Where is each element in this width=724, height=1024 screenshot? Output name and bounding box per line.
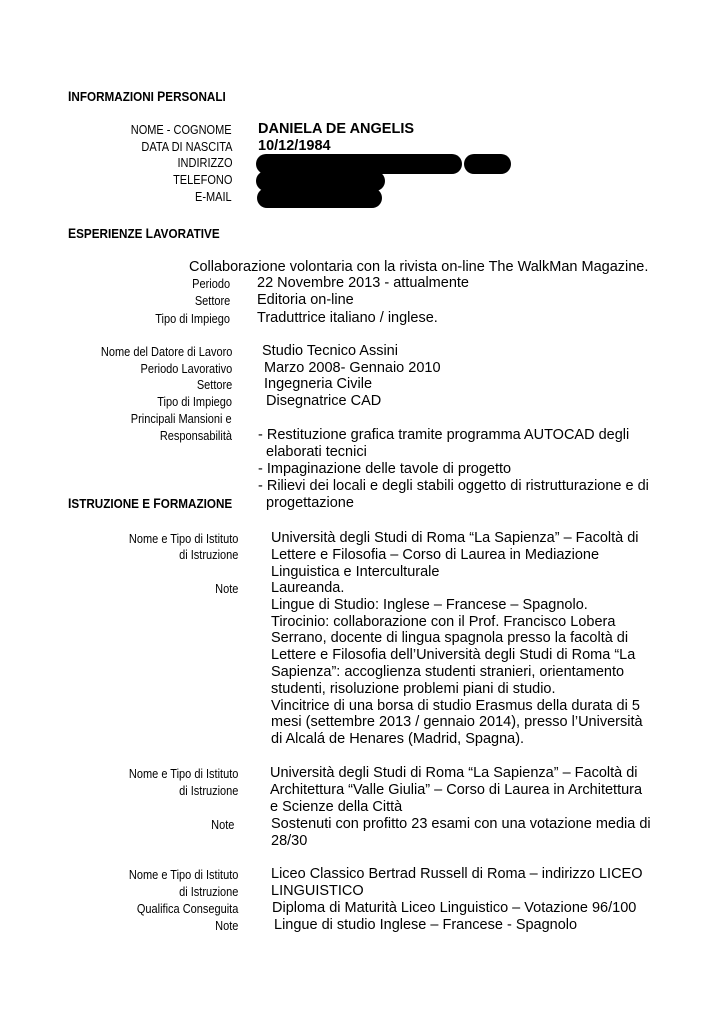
ed1-institute-value <box>271 530 639 580</box>
institute-line: Linguistica e Interculturale <box>271 563 440 580</box>
ed1-institute-label: di Istruzione <box>178 548 238 562</box>
note-line: studenti, risoluzione problemi piani di studio. <box>271 680 556 697</box>
job1-type-label: Tipo di Impiego <box>155 312 230 326</box>
job2-period-value: Marzo 2008- Gennaio 2010 <box>264 360 441 376</box>
heading-initial: L <box>145 226 154 241</box>
job2-employer-label: Nome del Datore di Lavoro <box>100 345 232 359</box>
job1-period-label: Periodo <box>192 277 230 291</box>
email-label: E-MAIL <box>195 190 232 204</box>
job1-sector-label: Settore <box>194 294 230 308</box>
section-heading-personal-info <box>68 89 226 104</box>
job2-duties-label: Principali Mansioni e <box>131 412 232 426</box>
heading-text: STRUZIONE E <box>71 496 154 511</box>
institute-line: LINGUISTICO <box>271 882 364 899</box>
job2-duties-label: Responsabilità <box>159 429 232 443</box>
section-heading-education <box>68 496 232 511</box>
note-line: Sostenuti con profitto 23 esami con una votazione media di <box>271 816 651 832</box>
name-label: NOME - COGNOME <box>131 123 232 137</box>
note-line: Vincitrice di una borsa di studio Erasmus della durata di 5 <box>271 697 640 714</box>
address-redaction <box>464 154 511 174</box>
ed3-institute-value <box>271 866 643 900</box>
job2-sector-label: Settore <box>196 378 232 392</box>
heading-initial: I <box>68 89 72 104</box>
note-line: 28/30 <box>271 832 308 849</box>
name-value: DANIELA DE ANGELIS <box>258 121 415 137</box>
job1-sector-value: Editoria on-line <box>257 292 354 308</box>
job2-employer-value: Studio Tecnico Assini <box>262 343 398 359</box>
heading-initial: I <box>68 496 72 511</box>
job2-period-label: Periodo Lavorativo <box>140 362 232 376</box>
note-line: Sapienza”: accoglienza studenti stranieri, orientamento <box>271 663 625 680</box>
heading-initial: E <box>68 226 77 241</box>
section-heading-work-experience <box>68 226 220 241</box>
institute-line: Università degli Studi di Roma “La Sapienza” – Facoltà di <box>270 765 638 781</box>
duty-line: elaborati tecnici <box>258 444 367 460</box>
job1-intro: Collaborazione volontaria con la rivista on-line The WalkMan Magazine. <box>189 259 649 275</box>
ed2-institute-label: di Istruzione <box>178 784 238 798</box>
ed1-note-label: Note <box>214 582 238 596</box>
job2-sector-value: Ingegneria Civile <box>264 376 373 392</box>
birth-date-label: DATA DI NASCITA <box>140 140 232 154</box>
note-line: Lingue di Studio: Inglese – Francese – Spagnolo. <box>271 596 588 613</box>
note-line: Tirocinio: collaborazione con il Prof. Francisco Lobera <box>271 613 616 630</box>
ed3-qualification-value: Diploma di Maturità Liceo Linguistico – Votazione 96/100 <box>272 900 637 916</box>
ed2-note-value <box>271 816 651 850</box>
job1-period-value: 22 Novembre 2013 - attualmente <box>257 275 469 291</box>
heading-text: ORMAZIONE <box>160 496 233 511</box>
institute-line: Università degli Studi di Roma “La Sapienza” – Facoltà di <box>271 530 639 546</box>
ed3-note-label: Note <box>214 919 238 933</box>
duty-line: progettazione <box>258 495 354 511</box>
duty-line: - Restituzione grafica tramite programma AUTOCAD degli <box>258 427 630 443</box>
duty-line: - Rilievi dei locali e degli stabili oggetto di ristrutturazione e di <box>258 478 649 494</box>
ed3-institute-label: Nome e Tipo di Istituto <box>128 868 238 882</box>
note-line: Laureanda. <box>271 580 345 596</box>
ed1-note-value <box>271 580 643 748</box>
job2-type-value: Disegnatrice CAD <box>266 393 382 409</box>
ed1-institute-label: Nome e Tipo di Istituto <box>128 532 238 546</box>
phone-label: TELEFONO <box>172 173 232 187</box>
duty-line: - Impaginazione delle tavole di progetto <box>258 461 512 477</box>
note-line: di Alcalá de Henares (Madrid, Spagna). <box>271 731 525 748</box>
heading-text: SPERIENZE <box>76 226 146 241</box>
note-line: mesi (settembre 2013 / gennaio 2014), presso l’Università <box>271 714 643 731</box>
job2-type-label: Tipo di Impiego <box>157 395 232 409</box>
ed3-qualification-label: Qualifica Conseguita <box>136 902 238 916</box>
heading-initial: P <box>157 89 166 104</box>
heading-text: AVORATIVE <box>153 226 220 241</box>
birth-date-value: 10/12/1984 <box>258 138 331 154</box>
institute-line: e Scienze della Città <box>270 798 403 815</box>
heading-text: ERSONALI <box>165 89 226 104</box>
note-line: Lettere e Filosofia dell’Università degli Studi di Roma “La <box>271 647 636 664</box>
email-redaction <box>257 188 382 208</box>
institute-line: Architettura “Valle Giulia” – Corso di Laurea in Architettura <box>270 781 643 798</box>
ed3-note-value: Lingue di studio Inglese – Francese - Spagnolo <box>274 917 578 933</box>
note-line: Serrano, docente di lingua spagnola presso la facoltà di <box>271 630 629 647</box>
address-label: INDIRIZZO <box>177 156 232 170</box>
heading-text: NFORMAZIONI <box>71 89 158 104</box>
ed2-note-label: Note <box>210 818 234 832</box>
ed2-institute-label: Nome e Tipo di Istituto <box>128 767 238 781</box>
job1-type-value: Traduttrice italiano / inglese. <box>257 310 438 326</box>
ed2-institute-value <box>270 765 642 815</box>
ed3-institute-label: di Istruzione <box>178 885 238 899</box>
institute-line: Liceo Classico Bertrad Russell di Roma – indirizzo LICEO <box>271 866 643 882</box>
job2-duties-list <box>258 410 649 529</box>
institute-line: Lettere e Filosofia – Corso di Laurea in Mediazione <box>271 546 600 563</box>
heading-initial: F <box>153 496 161 511</box>
